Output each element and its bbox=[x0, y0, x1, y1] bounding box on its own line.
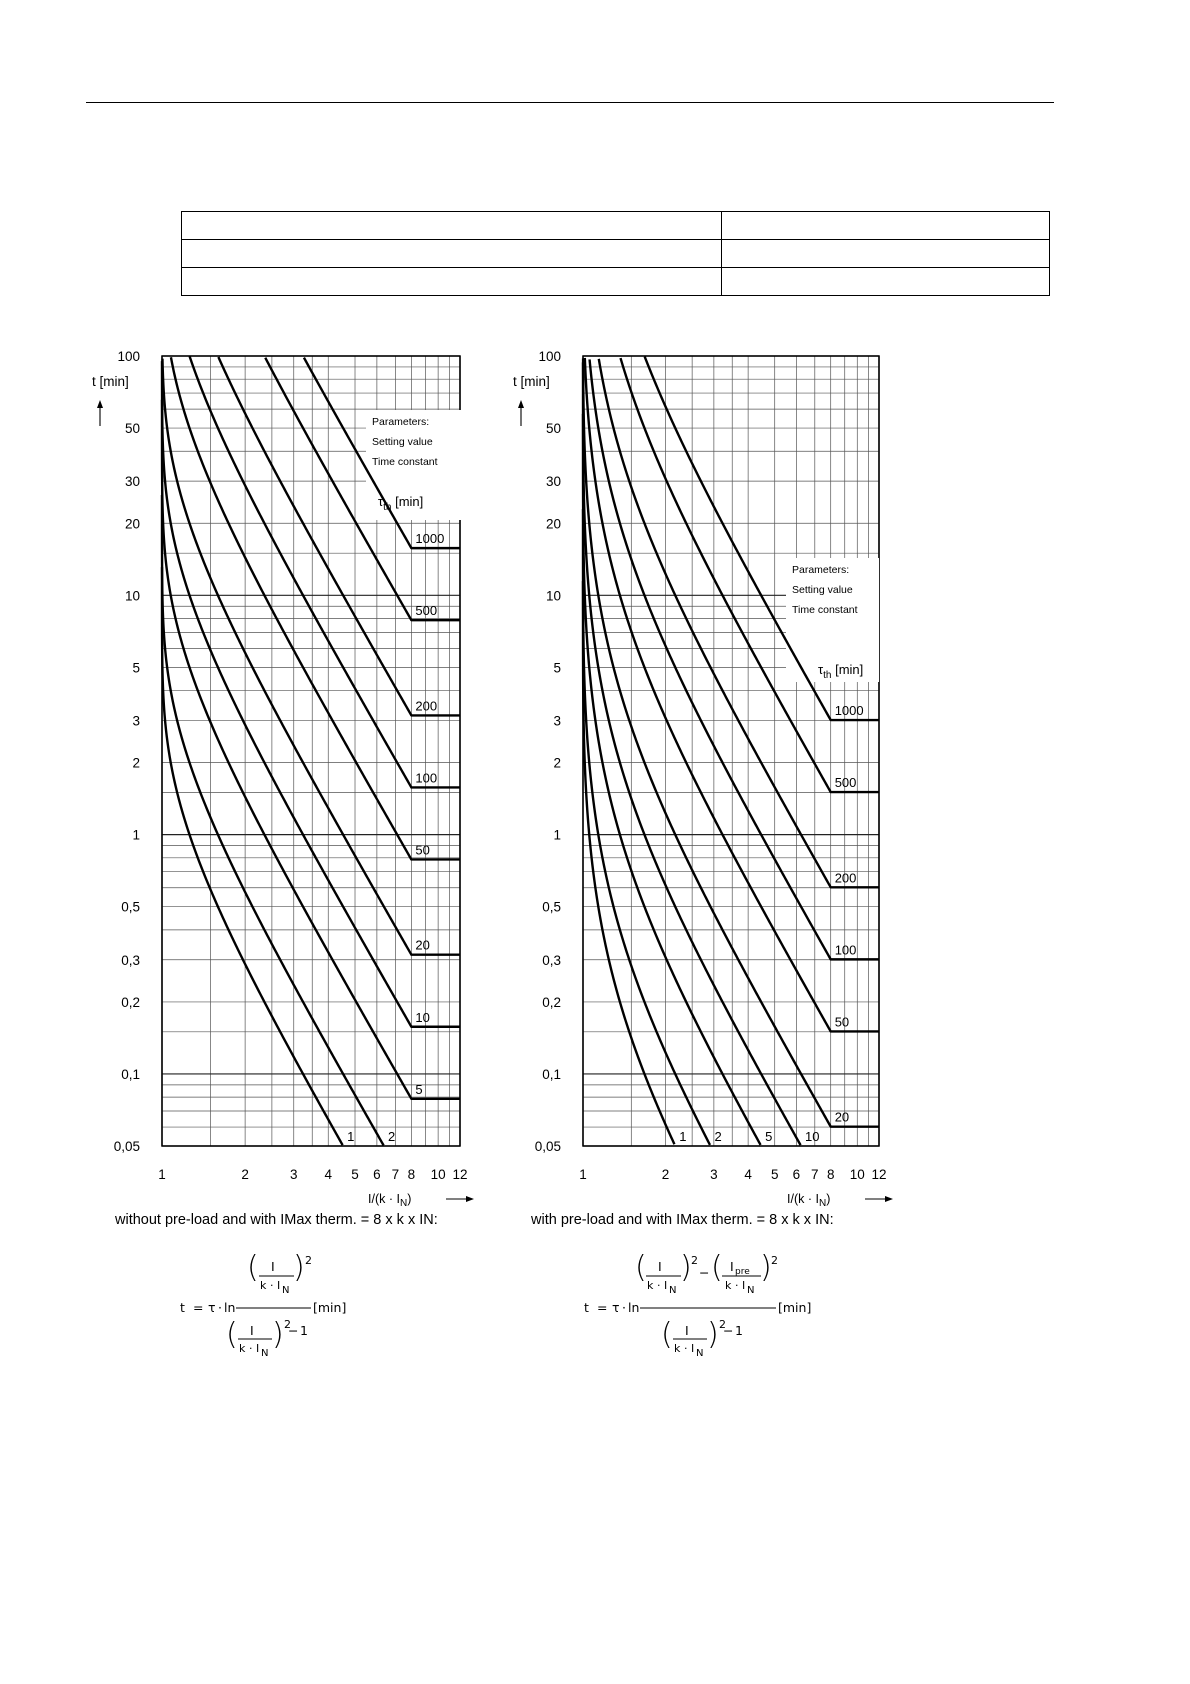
formula-I: I bbox=[730, 1259, 734, 1274]
y-tick-label: 10 bbox=[545, 588, 561, 604]
x-tick-label: 7 bbox=[811, 1167, 819, 1182]
formula-N: N bbox=[261, 1348, 269, 1359]
formula-N: N bbox=[747, 1285, 755, 1296]
x-tick-label: 5 bbox=[351, 1167, 359, 1182]
curve-tau-10 bbox=[583, 362, 801, 1145]
legend-tau-symbol: τ bbox=[378, 494, 384, 509]
curve-label: 5 bbox=[415, 1081, 423, 1097]
x-tick-label: 4 bbox=[744, 1167, 752, 1182]
formula-dot: · bbox=[735, 1279, 739, 1292]
y-tick-label: 5 bbox=[553, 660, 561, 676]
y-tick-label: 0,05 bbox=[534, 1139, 561, 1154]
x-tick-label: 7 bbox=[391, 1167, 400, 1182]
formula-IN: I bbox=[664, 1279, 668, 1292]
legend-tau-unit: [min] bbox=[831, 662, 864, 677]
y-tick-label: 1 bbox=[132, 827, 140, 843]
y-tick-label: 0,05 bbox=[113, 1139, 140, 1154]
curve-label: 2 bbox=[387, 1129, 396, 1144]
y-tick-label: 20 bbox=[545, 516, 561, 532]
formula-unit: [min] bbox=[778, 1300, 812, 1315]
curve-label: 1000 bbox=[834, 703, 864, 719]
x-tick-label: 5 bbox=[770, 1167, 779, 1182]
curve-tau-2 bbox=[583, 509, 710, 1145]
legend-tau-sub: th bbox=[383, 502, 392, 513]
curve-label: 1 bbox=[347, 1129, 355, 1144]
formula-IN: I bbox=[277, 1279, 281, 1292]
y-tick-label: 0,1 bbox=[121, 1066, 140, 1082]
curve-label: 50 bbox=[834, 1014, 850, 1030]
x-axis-label-sub: N bbox=[399, 1198, 408, 1209]
formula-unit: [min] bbox=[313, 1300, 347, 1315]
curve-label: 20 bbox=[415, 937, 430, 953]
y-tick-label: 5 bbox=[132, 660, 140, 676]
formula-dot: · bbox=[249, 1342, 253, 1355]
y-tick-label: 20 bbox=[124, 516, 140, 532]
formula-I: I bbox=[271, 1259, 275, 1274]
x-tick-label: 3 bbox=[710, 1167, 718, 1182]
formula-square: 2 bbox=[771, 1254, 778, 1267]
formula-without-preload bbox=[176, 1250, 376, 1359]
curve-label: 1000 bbox=[415, 531, 445, 547]
y-axis-label: t [min] bbox=[513, 374, 550, 389]
legend-tau-unit: [min] bbox=[391, 494, 424, 509]
formula-k: k bbox=[239, 1342, 246, 1355]
x-axis-label: $I/(k \cdot I_N)$ bbox=[787, 1192, 831, 1209]
curve-label: 20 bbox=[834, 1109, 850, 1125]
x-axis-label-close: ) bbox=[826, 1192, 831, 1206]
legend-line: Parameters: bbox=[792, 564, 850, 576]
legend-line: Parameters: bbox=[372, 416, 430, 428]
formula-minus: − bbox=[723, 1323, 734, 1338]
paren-close: ) bbox=[680, 1250, 692, 1285]
x-tick-label: 12 bbox=[452, 1167, 468, 1182]
y-tick-label: 30 bbox=[124, 474, 140, 490]
formula-tau: τ bbox=[612, 1300, 620, 1315]
formula-ln: ln bbox=[628, 1300, 640, 1315]
y-tick-label: 2 bbox=[553, 755, 561, 771]
curve-label: 10 bbox=[415, 1009, 430, 1025]
legend-line: Setting value bbox=[372, 436, 433, 448]
y-tick-label: 0,2 bbox=[542, 994, 561, 1010]
y-axis-label: t [min] bbox=[92, 374, 129, 389]
x-tick-label: 1 bbox=[579, 1167, 587, 1182]
y-tick-label: 3 bbox=[553, 713, 561, 729]
legend-tau-sub: th bbox=[823, 670, 832, 681]
formula-N: N bbox=[282, 1285, 290, 1296]
y-tick-label: 50 bbox=[124, 421, 140, 437]
x-tick-label: 2 bbox=[241, 1167, 249, 1182]
curve-label: 50 bbox=[415, 842, 430, 858]
curve-label: 200 bbox=[415, 698, 438, 714]
formula-I: I bbox=[685, 1323, 689, 1338]
caption-without-preload: without pre-load and with IMax therm. = 8 x k x IN: bbox=[115, 1212, 438, 1228]
paren-close: ) bbox=[272, 1317, 284, 1352]
curve-label: 100 bbox=[415, 770, 438, 786]
y-tick-label: 0,5 bbox=[542, 899, 561, 915]
formula-k: k bbox=[674, 1342, 681, 1355]
curve-label: 100 bbox=[834, 942, 857, 958]
y-tick-label: 100 bbox=[117, 349, 140, 364]
y-tick-label: 2 bbox=[132, 755, 140, 771]
formula-IN: I bbox=[256, 1342, 260, 1355]
y-tick-label: 10 bbox=[124, 588, 140, 604]
formula-N: N bbox=[669, 1285, 677, 1296]
formula-minus: − bbox=[699, 1265, 710, 1280]
formula-one: 1 bbox=[300, 1323, 308, 1338]
formula-dot: · bbox=[622, 1300, 626, 1315]
y-tick-label: 50 bbox=[545, 421, 561, 437]
formula-one: 1 bbox=[735, 1323, 743, 1338]
paren-open: ( bbox=[226, 1317, 238, 1352]
curve-label: 200 bbox=[834, 870, 857, 886]
paren-open: ( bbox=[711, 1250, 723, 1285]
x-tick-label: 6 bbox=[792, 1167, 801, 1182]
formula-k: k bbox=[260, 1279, 267, 1292]
formula-IN: I bbox=[691, 1342, 695, 1355]
x-tick-label: 1 bbox=[158, 1167, 166, 1182]
paren-open: ( bbox=[635, 1250, 647, 1285]
formula-eq: = bbox=[193, 1300, 204, 1315]
y-tick-label: 0,2 bbox=[121, 994, 140, 1010]
legend-line: Time constant bbox=[372, 456, 438, 468]
x-tick-label: 6 bbox=[373, 1167, 381, 1182]
curve-label: 500 bbox=[415, 603, 438, 619]
formula-N: N bbox=[696, 1348, 704, 1359]
legend-tau-symbol: τ bbox=[818, 662, 824, 677]
y-axis-arrowhead bbox=[518, 400, 524, 408]
curve-label: 500 bbox=[834, 775, 857, 791]
formula-eq: = bbox=[597, 1300, 608, 1315]
paren-close: ) bbox=[760, 1250, 772, 1285]
formula-IN: I bbox=[742, 1279, 746, 1292]
formula-tau: τ bbox=[208, 1300, 216, 1315]
x-tick-label: 10 bbox=[849, 1167, 865, 1182]
formula-I: I bbox=[658, 1259, 662, 1274]
y-tick-label: 0,3 bbox=[121, 952, 140, 968]
y-tick-label: 0,1 bbox=[542, 1066, 561, 1082]
formula-pre: pre bbox=[735, 1267, 750, 1277]
formula-minus: − bbox=[288, 1323, 299, 1338]
legend-line: Setting value bbox=[792, 584, 853, 596]
paren-open: ( bbox=[247, 1250, 259, 1285]
legend-line: Time constant bbox=[792, 604, 858, 616]
x-tick-label: 4 bbox=[324, 1167, 333, 1182]
x-axis-label-sub: N bbox=[818, 1198, 827, 1209]
formula-k: k bbox=[647, 1279, 654, 1292]
formula-dot: · bbox=[657, 1279, 661, 1292]
formula-dot: · bbox=[218, 1300, 222, 1315]
formula-I: I bbox=[250, 1323, 254, 1338]
formula-square: 2 bbox=[691, 1254, 698, 1267]
formula-square: 2 bbox=[719, 1318, 726, 1331]
formula-k: k bbox=[725, 1279, 732, 1292]
x-tick-label: 8 bbox=[826, 1167, 835, 1182]
x-tick-label: 12 bbox=[871, 1167, 887, 1182]
y-tick-label: 30 bbox=[545, 474, 561, 490]
curve-label: 10 bbox=[805, 1129, 820, 1144]
formula-with-preload bbox=[580, 1250, 820, 1359]
paren-close: ) bbox=[707, 1317, 719, 1352]
y-tick-label: 1 bbox=[553, 827, 561, 843]
y-tick-label: 0,3 bbox=[542, 952, 561, 968]
formula-square: 2 bbox=[284, 1318, 291, 1331]
y-tick-label: 3 bbox=[132, 713, 140, 729]
curve-label: 2 bbox=[714, 1129, 722, 1144]
x-axis-label: $I/(k \cdot I_N)$ bbox=[368, 1192, 412, 1209]
curve-label: 1 bbox=[679, 1129, 687, 1144]
caption-with-preload: with pre-load and with IMax therm. = 8 x k x IN: bbox=[531, 1212, 834, 1228]
formula-dot: · bbox=[270, 1279, 274, 1292]
formula-square: 2 bbox=[305, 1254, 312, 1267]
paren-close: ) bbox=[293, 1250, 305, 1285]
formula-t: t bbox=[584, 1300, 589, 1315]
formula-dot: · bbox=[684, 1342, 688, 1355]
x-tick-label: 10 bbox=[430, 1167, 446, 1182]
y-tick-label: 0,5 bbox=[121, 899, 140, 915]
x-tick-label: 2 bbox=[661, 1167, 670, 1182]
formula-ln: ln bbox=[224, 1300, 236, 1315]
y-tick-label: 100 bbox=[538, 349, 561, 364]
x-tick-label: 8 bbox=[407, 1167, 416, 1182]
x-axis-label-close: ) bbox=[407, 1192, 412, 1206]
x-tick-label: 3 bbox=[289, 1167, 298, 1182]
curve-label: 5 bbox=[765, 1129, 773, 1144]
paren-open: ( bbox=[661, 1317, 673, 1352]
x-axis-arrowhead bbox=[885, 1196, 893, 1202]
formula-t: t bbox=[180, 1300, 185, 1315]
